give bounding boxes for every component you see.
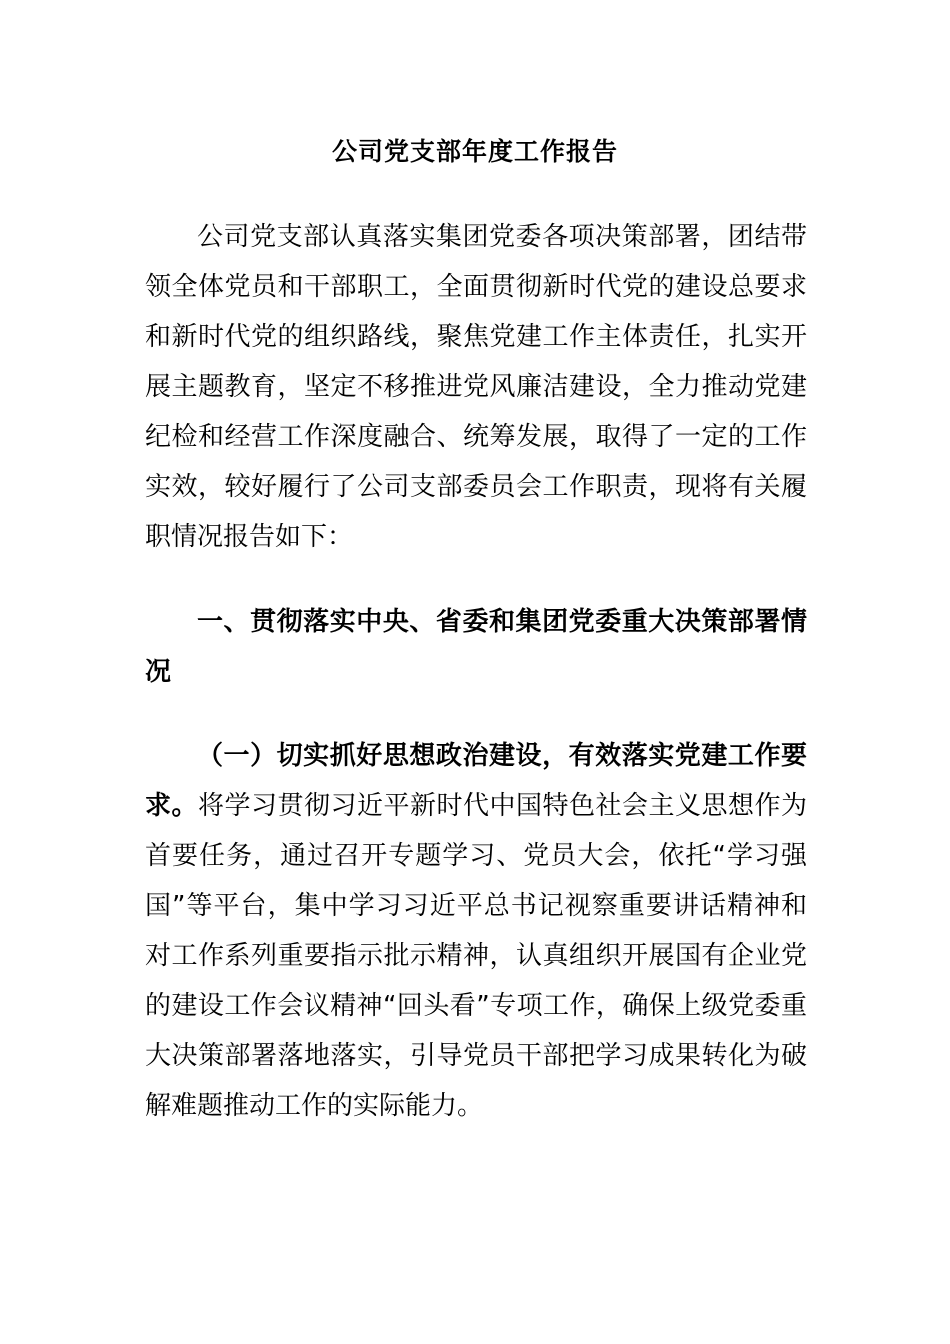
subsection-1-heading: （一）切实抓好思想政治建设，有效落实党建工作要求。 (145, 741, 807, 821)
intro-paragraph: 公司党支部认真落实集团党委各项决策部署，团结带领全体党员和干部职工，全面贯彻新时代党的建设总要求和新时代党的组织路线，聚焦党建工作主体责任，扎实开展主题教育，坚定不移推进党风廉洁建设，全力推动党建纪检和经营工作深度融合、统筹发展，取得了一定的工作实效，较好履行了公司支部委员会工作职责，现将有关履职情况报告如下： (145, 222, 807, 552)
section-1-heading: 一、贯彻落实中央、省委和集团党委重大决策部署情况 (145, 607, 807, 687)
subsection-1-paragraph (145, 731, 807, 1131)
document-title: 公司党支部年度工作报告 (331, 137, 618, 166)
subsection-1-body: 将学习贯彻习近平新时代中国特色社会主义思想作为首要任务，通过召开专题学习、党员大会，依托“学习强国”等平台，集中学习习近平总书记视察重要讲话精神和对工作系列重要指示批示精神，认真组织开展国有企业党的建设工作会议精神“回头看”专项工作，确保上级党委重大决策部署落地落实，引导党员干部把学习成果转化为破解难题推动工作的实际能力。 (145, 791, 807, 1121)
